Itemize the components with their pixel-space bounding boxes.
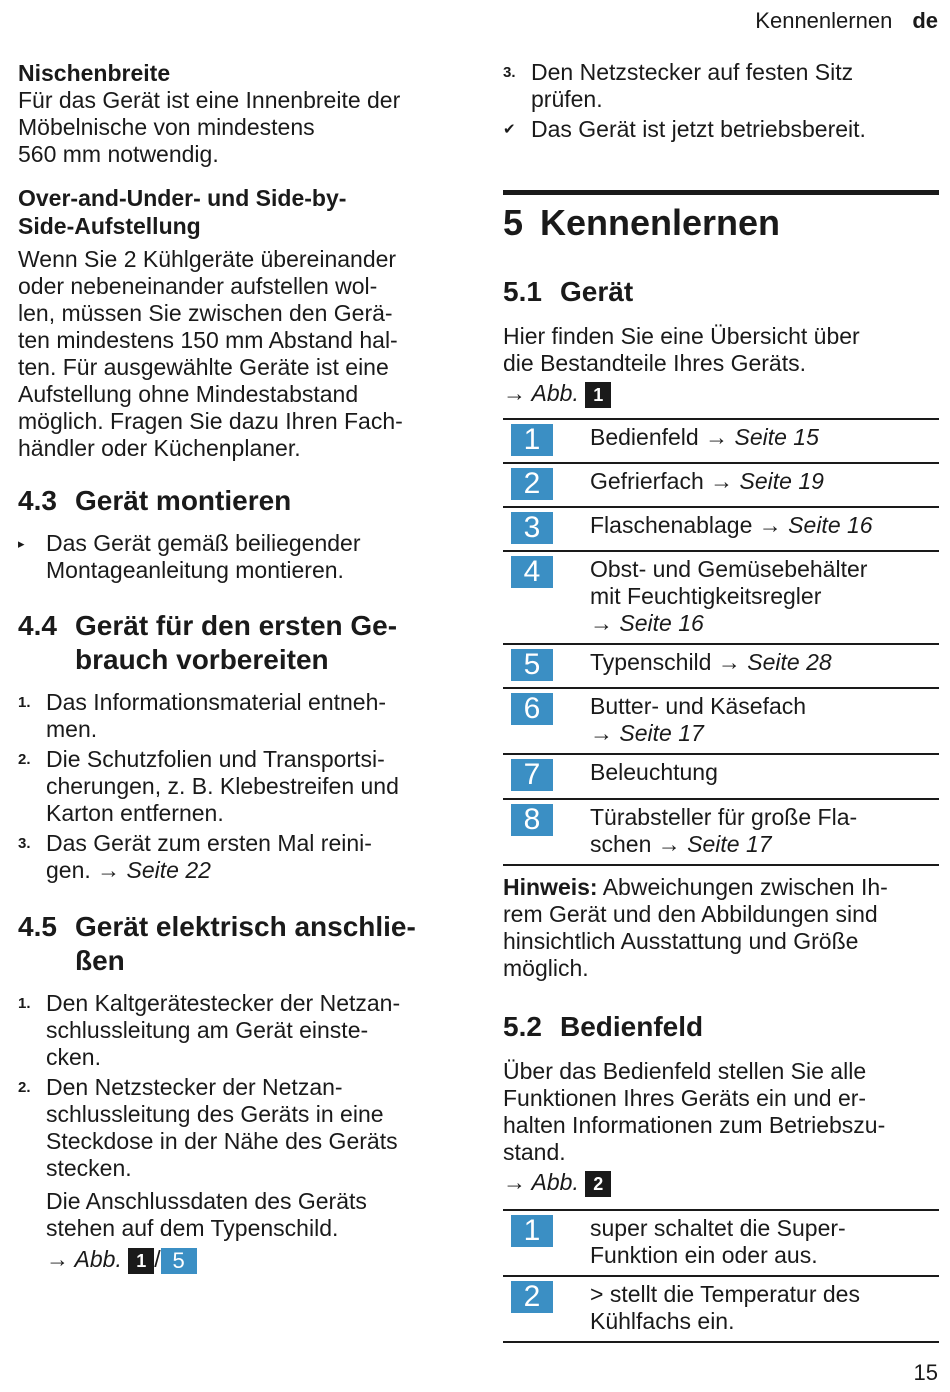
section-number: 4.4 [18, 610, 57, 641]
list-item [503, 116, 939, 143]
page-header [755, 8, 938, 34]
section-4-3 [18, 484, 458, 584]
aufstellung-heading: Side-Aufstellung [18, 213, 201, 239]
part-label: mit Feuchtigkeitsregler [590, 582, 822, 609]
section-title: Gerät montieren [75, 485, 292, 516]
list-item-line: Den Netzstecker auf festen Sitz [531, 59, 854, 85]
chapter-heading [503, 201, 939, 245]
list-item-line: gen. [46, 857, 91, 883]
nischenbreite-block [18, 59, 458, 168]
section-title-line: ßen [75, 945, 125, 976]
control-number-badge: 2 [511, 1281, 553, 1313]
table-row [503, 754, 939, 799]
checkmark-icon: ✔ [503, 121, 516, 138]
intro-line: halten Informationen zum Betriebszu- [503, 1111, 886, 1138]
aufstellung-line: Aufstellung ohne Mindestabstand [18, 381, 359, 407]
section-5-2 [503, 1010, 939, 1343]
step-number: 3. [18, 835, 31, 852]
section-4-5-heading [18, 910, 458, 978]
table-row [503, 1276, 939, 1342]
header-section: Kennenlernen [755, 8, 893, 33]
part-label: Obst- und Gemüsebehälter [590, 555, 868, 582]
figure-reference [503, 380, 939, 408]
section-number: 5.2 [503, 1010, 542, 1042]
page-reference-link[interactable]: → Seite 28 [717, 648, 832, 675]
list-item-line: Das Gerät ist jetzt betriebsbereit. [531, 116, 866, 142]
page-reference-link[interactable]: → Seite 15 [705, 423, 819, 450]
intro-line: die Bestandteile Ihres Geräts. [503, 350, 806, 376]
aufstellung-line: möglich. Fragen Sie dazu Ihren Fach- [18, 408, 403, 434]
nischenbreite-line: 560 mm notwendig. [18, 141, 219, 167]
table-row [503, 1210, 939, 1276]
intro-line: stand. [503, 1138, 566, 1165]
hint-line: Abweichungen zwischen Ih- [597, 873, 888, 900]
list-item [18, 746, 458, 827]
list-item [18, 830, 458, 884]
list-item-line: schlussleitung am Gerät einste- [46, 1017, 369, 1043]
step-number: 3. [503, 64, 516, 81]
table-row [503, 463, 939, 507]
page-reference-link[interactable]: → Seite 22 [97, 857, 211, 883]
section-title-line: Gerät elektrisch anschlie- [75, 911, 416, 942]
figure-reference [46, 1246, 458, 1274]
list-item-line: cken. [46, 1044, 101, 1070]
aufstellung-line: len, müssen Sie zwischen den Gerä- [18, 300, 393, 326]
page-reference-link[interactable]: → Seite 19 [710, 467, 824, 494]
intro-line: Über das Bedienfeld stellen Sie alle [503, 1057, 867, 1084]
list-item [18, 689, 458, 743]
control-description: super schaltet die Super- [590, 1214, 846, 1241]
page-reference-link[interactable]: → Seite 16 [590, 609, 704, 636]
table-row [503, 688, 939, 754]
list-item-line: Den Netzstecker der Netzan- [46, 1074, 343, 1100]
list-item-line: stecken. [46, 1155, 132, 1181]
step-number: 1. [18, 694, 31, 711]
section-5-2-heading [503, 1010, 939, 1044]
part-label: schen [590, 830, 652, 857]
section-number: 4.3 [18, 485, 57, 516]
step-number: 1. [18, 995, 31, 1012]
page-reference-link[interactable]: → Seite 17 [590, 719, 704, 746]
part-number-badge: 6 [511, 693, 553, 725]
list-item-line: men. [46, 716, 98, 742]
list-item [18, 530, 458, 584]
note-line: stehen auf dem Typenschild. [46, 1215, 339, 1241]
part-number-badge: 7 [511, 759, 553, 791]
aufstellung-line: Wenn Sie 2 Kühlgeräte übereinander [18, 246, 397, 272]
part-number-badge: 1 [511, 424, 553, 456]
figure-badge: 1 [585, 382, 611, 408]
aufstellung-block [18, 184, 458, 462]
aufstellung-line: oder nebeneinander aufstellen wol- [18, 273, 378, 299]
section-4-3-heading [18, 484, 458, 518]
list-item-line: schlussleitung des Geräts in eine [46, 1101, 384, 1127]
part-label: Butter- und Käsefach [590, 692, 807, 719]
page-reference-link[interactable]: → Seite 16 [758, 511, 873, 538]
figure-reference-link[interactable]: → Abb. [46, 1246, 122, 1272]
figure-badge: 1 [128, 1248, 154, 1274]
part-badge: 5 [161, 1248, 197, 1274]
aufstellung-line: ten. Für ausgewählte Geräte ist eine [18, 354, 389, 380]
step-number: 2. [18, 1079, 31, 1096]
section-4-4-heading [18, 609, 458, 677]
section-title: Bedienfeld [560, 1010, 704, 1042]
page-reference-link[interactable]: → Seite 17 [657, 830, 772, 857]
figure-reference-link[interactable]: → Abb. [503, 380, 579, 406]
part-label: Flaschenablage [590, 511, 753, 538]
figure-reference-link[interactable]: → Abb. [503, 1168, 579, 1195]
nischenbreite-line: Für das Gerät ist eine Innenbreite der [18, 87, 401, 113]
list-item-line: Montageanleitung montieren. [46, 557, 344, 583]
control-description: stellt die Temperatur des [603, 1280, 860, 1307]
part-label: Beleuchtung [590, 758, 718, 785]
step-number: 2. [18, 751, 31, 768]
chapter-number: 5 [503, 202, 524, 243]
controls-table [503, 1209, 939, 1343]
figure-badge: 2 [585, 1171, 611, 1197]
chevron-right-icon: > [590, 1280, 604, 1307]
part-label: Gefrierfach [590, 467, 704, 494]
control-number-badge: 1 [511, 1215, 553, 1247]
aufstellung-heading: Over-and-Under- und Side-by- [18, 185, 347, 211]
list-item-line: Den Kaltgerätestecker der Netzan- [46, 990, 401, 1016]
table-row [503, 507, 939, 551]
figure-reference [503, 1169, 939, 1197]
list-item-line: Die Schutzfolien und Transportsi- [46, 746, 385, 772]
nischenbreite-heading: Nischenbreite [18, 60, 171, 86]
part-label: Typenschild [590, 648, 712, 675]
triangle-bullet-icon: ▸ [18, 536, 25, 551]
table-row [503, 644, 939, 688]
intro-line: Funktionen Ihres Geräts ein und er- [503, 1084, 867, 1111]
figure-separator: / [154, 1246, 161, 1272]
hint-line: hinsichtlich Ausstattung und Größe [503, 927, 859, 954]
list-item-line: prüfen. [531, 86, 603, 112]
part-number-badge: 8 [511, 804, 553, 836]
part-label: Bedienfeld [590, 423, 699, 450]
part-number-badge: 3 [511, 512, 553, 544]
aufstellung-line: ten mindestens 150 mm Abstand hal- [18, 327, 398, 353]
list-item [18, 990, 458, 1071]
table-row [503, 551, 939, 644]
list-item-line: Das Gerät zum ersten Mal reini- [46, 830, 372, 856]
section-title-line: brauch vorbereiten [75, 644, 329, 675]
list-item-line: cherungen, z. B. Klebestreifen und [46, 773, 399, 799]
left-column [18, 56, 458, 1274]
header-language: de [912, 8, 938, 33]
note-block [46, 1188, 458, 1274]
section-5-1-heading [503, 275, 939, 309]
part-number-badge: 2 [511, 468, 553, 500]
list-item [18, 1074, 458, 1182]
note-line: Die Anschlussdaten des Geräts [46, 1188, 367, 1214]
intro-line: Hier finden Sie eine Übersicht über [503, 323, 860, 349]
list-item [503, 59, 939, 113]
right-column [503, 56, 939, 1343]
section-title-line: Gerät für den ersten Ge- [75, 610, 398, 641]
hint-line: möglich. [503, 954, 589, 981]
section-number: 4.5 [18, 911, 57, 942]
section-4-5 [18, 910, 458, 1274]
hint-label: Hinweis: [503, 873, 598, 900]
chapter-title: Kennenlernen [540, 202, 781, 243]
table-row [503, 799, 939, 865]
control-description: Kühlfachs ein. [590, 1307, 735, 1334]
section-5-1 [503, 275, 939, 982]
table-row [503, 419, 939, 463]
parts-table [503, 418, 939, 866]
part-number-badge: 4 [511, 556, 553, 588]
section-title: Gerät [560, 276, 634, 307]
nischenbreite-line: Möbelnische von mindestens [18, 114, 315, 140]
hint-line: rem Gerät und den Abbildungen sind [503, 900, 878, 927]
list-item-line: Das Gerät gemäß beiliegender [46, 530, 361, 556]
page-number: 15 [913, 1360, 938, 1385]
aufstellung-line: händler oder Küchenplaner. [18, 435, 301, 461]
part-label: Türabsteller für große Fla- [590, 803, 858, 830]
section-4-4 [18, 609, 458, 884]
list-item-line: Das Informationsmaterial entneh- [46, 689, 387, 715]
chapter-rule [503, 190, 939, 195]
section-number: 5.1 [503, 276, 542, 307]
hint-block [503, 874, 939, 982]
control-description: Funktion ein oder aus. [590, 1241, 818, 1268]
part-number-badge: 5 [511, 649, 553, 681]
list-item-line: Karton entfernen. [46, 800, 224, 826]
list-item-line: Steckdose in der Nähe des Geräts [46, 1128, 398, 1154]
